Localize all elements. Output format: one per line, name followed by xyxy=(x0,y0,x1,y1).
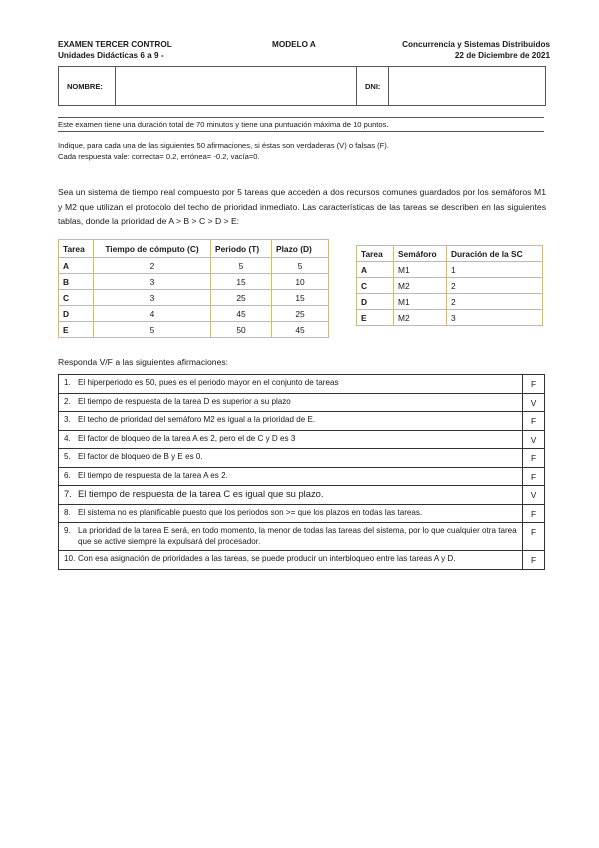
question-row xyxy=(59,412,545,431)
question-text: El factor de bloqueo de la tarea A es 2, pero el de C y D es 3 xyxy=(78,433,296,443)
period-cell: 5 xyxy=(211,258,272,274)
intro-duration: Este examen tiene una duración total de 70 minutos y tiene una puntuación máxima de 10 puntos. xyxy=(58,120,389,129)
column-header: Tiempo de cómputo (C) xyxy=(94,240,211,258)
table-row xyxy=(59,274,329,290)
question-number: 3. xyxy=(64,415,71,424)
deadline-cell: 45 xyxy=(272,322,329,338)
answer-cell[interactable]: F xyxy=(523,551,545,570)
course-name: Concurrencia y Sistemas Distribuidos xyxy=(402,40,550,49)
column-header: Semáforo xyxy=(394,246,447,262)
deadline-cell: 5 xyxy=(272,258,329,274)
cs-duration-cell: 1 xyxy=(447,262,543,278)
question-row xyxy=(59,486,545,505)
period-cell: 45 xyxy=(211,306,272,322)
dni-label: DNI: xyxy=(357,67,389,105)
table-row xyxy=(59,258,329,274)
column-header: Periodo (T) xyxy=(211,240,272,258)
answer-instruction: Responda V/F a las siguientes afirmaciones: xyxy=(58,357,229,367)
divider-top xyxy=(58,117,544,118)
compute-cell: 3 xyxy=(94,290,211,306)
answer-cell[interactable]: F xyxy=(523,467,545,486)
header-right xyxy=(402,39,550,61)
answer-cell[interactable]: F xyxy=(523,504,545,523)
table-row xyxy=(59,290,329,306)
task-cell: E xyxy=(357,310,394,326)
deadline-cell: 10 xyxy=(272,274,329,290)
question-row xyxy=(59,504,545,523)
task-cell: E xyxy=(59,322,94,338)
table-row xyxy=(357,262,543,278)
table-row xyxy=(357,310,543,326)
compute-cell: 3 xyxy=(94,274,211,290)
question-row xyxy=(59,551,545,570)
question-row xyxy=(59,375,545,394)
task-cell: D xyxy=(59,306,94,322)
column-header: Duración de la SC xyxy=(447,246,543,262)
period-cell: 15 xyxy=(211,274,272,290)
table-row xyxy=(59,306,329,322)
question-text: La prioridad de la tarea E será, en todo momento, la menor de todas las tareas del sistema, por lo que cualquier otra tarea que se active siempre la expulsará del procesador. xyxy=(78,526,517,546)
question-row xyxy=(59,430,545,449)
cs-duration-cell: 2 xyxy=(447,278,543,294)
semaphore-cell: M2 xyxy=(394,310,447,326)
name-label: NOMBRE: xyxy=(59,67,116,105)
question-text: El tiempo de respuesta de la tarea A es 2. xyxy=(78,470,228,480)
question-text: El factor de bloqueo de B y E es 0. xyxy=(78,452,203,461)
exam-title: EXAMEN TERCER CONTROL xyxy=(58,40,172,49)
compute-cell: 5 xyxy=(94,322,211,338)
question-number: 1. xyxy=(64,378,71,387)
answer-cell[interactable]: V xyxy=(523,486,545,505)
tasks-table xyxy=(58,239,329,338)
question-text: Con esa asignación de prioridades a las tareas, se puede producir un interbloqueo entre las tareas A y D. xyxy=(78,554,456,563)
answer-cell[interactable]: F xyxy=(523,375,545,394)
question-row xyxy=(59,523,545,551)
table-row xyxy=(357,294,543,310)
task-cell: C xyxy=(357,278,394,294)
compute-cell: 2 xyxy=(94,258,211,274)
task-cell: A xyxy=(59,258,94,274)
question-number: 4. xyxy=(64,433,71,443)
question-text: El tiempo de respuesta de la tarea C es igual que su plazo. xyxy=(78,488,324,499)
question-row xyxy=(59,449,545,468)
question-number: 8. xyxy=(64,507,71,517)
answer-cell[interactable]: F xyxy=(523,449,545,468)
column-header: Tarea xyxy=(59,240,94,258)
answer-cell[interactable]: F xyxy=(523,523,545,551)
question-number: 2. xyxy=(64,396,71,406)
cs-duration-cell: 2 xyxy=(447,294,543,310)
column-header: Tarea xyxy=(357,246,394,262)
answer-cell[interactable]: V xyxy=(523,393,545,412)
period-cell: 50 xyxy=(211,322,272,338)
dni-field[interactable] xyxy=(389,67,545,105)
task-cell: B xyxy=(59,274,94,290)
question-row xyxy=(59,393,545,412)
deadline-cell: 25 xyxy=(272,306,329,322)
semaphore-table xyxy=(356,245,543,326)
question-text: El hiperperiodo es 50, pues es el periodo mayor en el conjunto de tareas xyxy=(78,378,339,387)
deadline-cell: 15 xyxy=(272,290,329,306)
question-number: 10. xyxy=(64,554,76,563)
question-number: 5. xyxy=(64,452,71,461)
table-header-row xyxy=(357,246,543,262)
question-number: 6. xyxy=(64,470,71,480)
answer-cell[interactable]: F xyxy=(523,412,545,431)
exam-model: MODELO A xyxy=(272,40,316,49)
column-header: Plazo (D) xyxy=(272,240,329,258)
question-text: El techo de prioridad del semáforo M2 es igual a la prioridad de E. xyxy=(78,415,316,424)
question-text: El tiempo de respuesta de la tarea D es superior a su plazo xyxy=(78,396,291,406)
exam-units: Unidades Didácticas 6 a 9 - xyxy=(58,51,164,60)
table-header-row xyxy=(59,240,329,258)
table-row xyxy=(59,322,329,338)
questions-table xyxy=(58,374,545,570)
period-cell: 25 xyxy=(211,290,272,306)
question-number: 9. xyxy=(64,526,71,535)
student-id-box xyxy=(58,66,546,106)
task-cell: A xyxy=(357,262,394,278)
divider-bottom xyxy=(58,131,544,132)
problem-statement: Sea un sistema de tiempo real compuesto por 5 tareas que acceden a dos recursos comunes guardados por los semáforos M1 y M2 que utilizan el protocolo del techo de prioridad inmediato. Las características de las tareas se describen en las siguientes tablas, donde la prioridad de A > B > C > D > E: xyxy=(58,187,546,226)
exam-date: 22 de Diciembre de 2021 xyxy=(454,51,550,60)
question-row xyxy=(59,467,545,486)
semaphore-cell: M2 xyxy=(394,278,447,294)
cs-duration-cell: 3 xyxy=(447,310,543,326)
intro-instructions: Indique, para cada una de las siguientes 50 afirmaciones, si éstas son verdaderas (V) o falsas (F). xyxy=(58,141,389,150)
answer-cell[interactable]: V xyxy=(523,430,545,449)
question-number: 7. xyxy=(64,488,72,499)
compute-cell: 4 xyxy=(94,306,211,322)
table-row xyxy=(357,278,543,294)
question-text: El sistema no es planificable puesto que los periodos son >= que los plazos en todas las tareas. xyxy=(78,507,423,517)
header-left xyxy=(58,39,172,61)
name-field[interactable] xyxy=(116,67,357,105)
intro-scoring: Cada respuesta vale: correcta= 0.2, errónea= -0.2, vacía=0. xyxy=(58,152,260,161)
task-cell: D xyxy=(357,294,394,310)
semaphore-cell: M1 xyxy=(394,262,447,278)
semaphore-cell: M1 xyxy=(394,294,447,310)
task-cell: C xyxy=(59,290,94,306)
